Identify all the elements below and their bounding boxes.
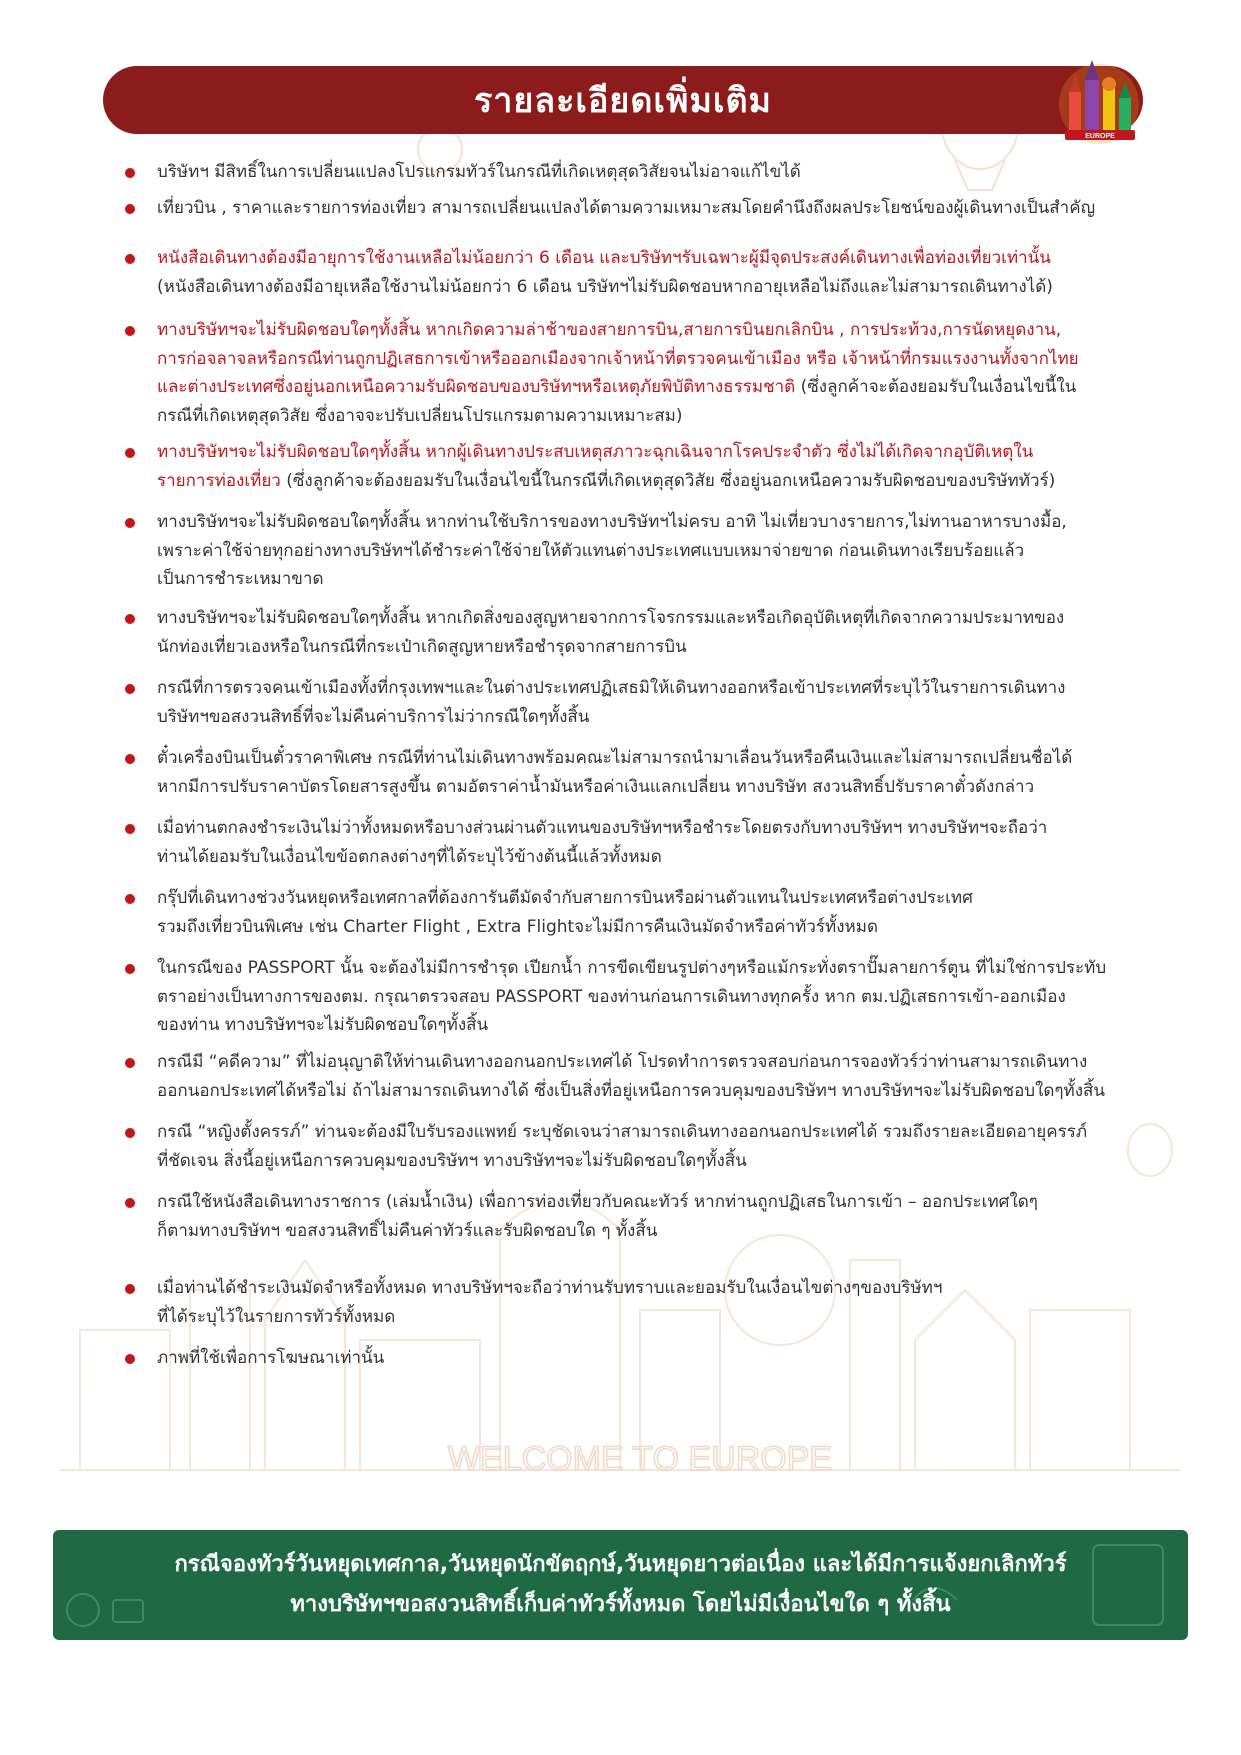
list-item-line xyxy=(157,1118,1087,1147)
list-item-line xyxy=(157,1011,1106,1040)
list-item-line xyxy=(157,744,1072,773)
bullet-icon xyxy=(125,168,135,178)
line-text: กรุ๊ปที่เดินทางช่วงวันหยุดหรือเทศกาลที่ต้องการันตีมัดจำกับสายการบินหรือผ่านตัวแทนในประเทศหรือต่างประเทศ xyxy=(157,888,973,908)
bullet-icon xyxy=(125,754,135,764)
list-item xyxy=(125,1048,1185,1105)
list-item-line xyxy=(157,843,1047,872)
line-text: กรณี “หญิงตั้งครรภ์” ท่านจะต้องมีใบรับรองแพทย์ ระบุชัดเจนว่าสามารถเดินทางออกนอกประเทศได้ รวมถึงรายละเอียดอายุครรภ์ xyxy=(157,1122,1088,1142)
list-item-line xyxy=(157,954,1106,983)
line-text: ออกนอกประเทศได้หรือไม่ ถ้าไม่สามารถเดินทางได้ ซึ่งเป็นสิ่งที่อยู่เหนือการควบคุมของบริษัทฯ ทางบริษัทฯจะไม่รับผิดชอบใดๆทั้งสิ้น xyxy=(157,1080,1106,1101)
list-item-text xyxy=(157,604,1064,661)
list-item-line xyxy=(157,373,1079,402)
bullet-icon xyxy=(125,204,135,214)
list-item-line xyxy=(157,1077,1105,1106)
list-item-text xyxy=(157,1188,1038,1245)
list-item-line xyxy=(157,674,1065,703)
line-text: บริษัทฯ มีสิทธิ์ในการเปลี่ยนแปลงโปรแกรมทัวร์ในกรณีที่เกิดเหตุสุดวิสัยจนไม่อาจแก้ไขได้ xyxy=(157,162,801,182)
line-text: เมื่อท่านได้ชำระเงินมัดจำหรือทั้งหมด ทางบริษัทฯจะถือว่าท่านรับทราบและยอมรับในเงื่อนไขต่างๆของบริษัทฯ xyxy=(157,1278,943,1298)
list-item-text xyxy=(157,1118,1087,1175)
list-item-line xyxy=(157,537,1067,566)
list-item xyxy=(125,1274,1185,1331)
line-text: ของท่าน ทางบริษัทฯจะไม่รับผิดชอบใดๆทั้งสิ้น xyxy=(157,1015,489,1035)
list-item-text xyxy=(157,438,1055,495)
list-item xyxy=(125,814,1185,871)
footer-line-2: ทางบริษัทฯขอสงวนสิทธิ์เก็บค่าทัวร์ทั้งหมด โดยไม่มีเงื่อนไขใด ๆ ทั้งสิ้น xyxy=(290,1592,951,1617)
list-item-line xyxy=(157,604,1064,633)
list-item xyxy=(125,438,1185,495)
list-item-text xyxy=(157,814,1047,871)
list-item-line xyxy=(157,633,1064,662)
line-text: (หนังสือเดินทางต้องมีอายุเหลือใช้งานไม่น้อยกว่า 6 เดือน บริษัทฯไม่รับผิดชอบหากอายุเหลือไม่ถึงและไม่สามารถเดินทางได้) xyxy=(157,276,1053,297)
list-item-line xyxy=(157,913,973,942)
list-item-text xyxy=(157,1344,384,1373)
line-text: เป็นการชำระเหมาขาด xyxy=(157,569,324,589)
list-item-line xyxy=(157,316,1079,345)
line-text: ก็ตามทางบริษัทฯ ขอสงวนสิทธิ์ไม่คืนค่าทัวร์และรับผิดชอบใด ๆ ทั้งสิ้น xyxy=(157,1220,658,1241)
list-item xyxy=(125,884,1185,941)
bullet-icon xyxy=(125,824,135,834)
list-item xyxy=(125,508,1185,594)
bullet-icon xyxy=(125,326,135,336)
line-text: หนังสือเดินทางต้องมีอายุการใช้งานเหลือไม่น้อยกว่า 6 เดือน และบริษัทฯรับเฉพาะผู้มีจุดประสงค์เดินทางเพื่อท่องเที่ยวเท่านั้น xyxy=(157,248,1051,268)
list-item-text xyxy=(157,508,1067,594)
list-item-line xyxy=(157,508,1067,537)
list-item-line xyxy=(157,983,1106,1012)
list-item xyxy=(125,244,1185,301)
list-item-line xyxy=(157,194,1095,223)
list-item-text xyxy=(157,158,801,187)
line-text: ตราอย่างเป็นทางการของตม. กรุณาตรวจสอบ PASSPORT ของท่านก่อนการเดินทางทุกครั้ง หาก ตม.ปฏิเสธการเข้า-ออกเมือง xyxy=(157,986,1066,1007)
line-text: ในกรณีของ PASSPORT นั้น จะต้องไม่มีการชำรุด เปียกน้ำ การขีดเขียนรูปต่างๆหรือแม้กระทั่งตราปั๊มลายการ์ตูน ที่ไม่ใช่การประทับ xyxy=(157,958,1107,978)
list-item xyxy=(125,744,1185,801)
bullet-icon xyxy=(125,1128,135,1138)
line-text: หากมีการปรับราคาบัตรโดยสารสูงขึ้น ตามอัตราค่าน้ำมันหรือค่าเงินแลกเปลี่ยน ทางบริษัท สงวนสิทธิ์ปรับราคาตั๋วดังกล่าว xyxy=(157,776,1035,797)
list-item xyxy=(125,604,1185,661)
bullet-icon xyxy=(125,1284,135,1294)
list-item-text xyxy=(157,1048,1105,1105)
line-text: ที่ได้ระบุไว้ในรายการทัวร์ทั้งหมด xyxy=(157,1306,396,1327)
bullet-icon xyxy=(125,1058,135,1068)
list-item xyxy=(125,1118,1185,1175)
bullet-icon xyxy=(125,684,135,694)
line-text-continuation: (ซึ่งลูกค้าจะต้องยอมรับในเงื่อนไขนี้ใน xyxy=(795,377,1077,397)
bullet-icon xyxy=(125,448,135,458)
line-text: ภาพที่ใช้เพื่อการโฆษณาเท่านั้น xyxy=(157,1348,385,1368)
footer-notice xyxy=(53,1530,1188,1640)
page-title: รายละเอียดเพิ่มเติม xyxy=(474,81,772,121)
line-text: การก่อจลาจลหรือกรณีท่านถูกปฏิเสธการเข้าหรือออกเมืองจากเจ้าหน้าที่ตรวจคนเข้าเมือง หรือ เจ้าหน้าที่กรมแรงงานทั้งจากไทย xyxy=(157,348,1079,369)
bullet-icon xyxy=(125,1198,135,1208)
line-text: ทางบริษัทฯจะไม่รับผิดชอบใดๆทั้งสิ้น หากท่านใช้บริการของทางบริษัทฯไม่ครบ อาทิ ไม่เที่ยวบางรายการ,ไม่ทานอาหารบางมื้อ, xyxy=(157,512,1067,532)
line-text: ท่านได้ยอมรับในเงื่อนไขข้อตกลงต่างๆที่ได้ระบุไว้ข้างต้นนี้แล้วทั้งหมด xyxy=(157,846,662,867)
list-item-line xyxy=(157,1274,942,1303)
line-text: และต่างประเทศซึ่งอยู่นอกเหนือความรับผิดชอบของบริษัทฯหรือเหตุภัยพิบัติทางธรรมชาติ xyxy=(157,377,796,397)
europe-landmarks-icon xyxy=(1051,52,1147,148)
list-item xyxy=(125,954,1185,1040)
badge-label: EUROPE xyxy=(1085,133,1115,140)
list-item xyxy=(125,674,1185,731)
list-item-text xyxy=(157,884,973,941)
list-item-text xyxy=(157,244,1053,301)
list-item-line xyxy=(157,1303,942,1332)
line-text-continuation: (ซึ่งลูกค้าจะต้องยอมรับในเงื่อนไขนี้ในกรณีที่เกิดเหตุสุดวิสัย ซึ่งอยู่นอกเหนือความรับผิดชอบของบริษัททัวร์) xyxy=(280,470,1056,491)
list-item-line xyxy=(157,467,1055,496)
list-item-line xyxy=(157,402,1079,431)
list-item-line xyxy=(157,1048,1105,1077)
line-text: ที่ชัดเจน สิ่งนี้อยู่เหนือการควบคุมของบริษัทฯ ทางบริษัทฯจะไม่รับผิดชอบใดๆทั้งสิ้น xyxy=(157,1150,747,1171)
list-item-text xyxy=(157,954,1106,1040)
bullet-icon xyxy=(125,518,135,528)
list-item-text xyxy=(157,316,1079,430)
list-item-text xyxy=(157,194,1095,223)
line-text: ตั๋วเครื่องบินเป็นตั๋วราคาพิเศษ กรณีที่ท่านไม่เดินทางพร้อมคณะไม่สามารถนำมาเลื่อนวันหรือคืนเงินและไม่สามารถเปลี่ยนชื่อได้ xyxy=(157,748,1073,768)
list-item-line xyxy=(157,884,973,913)
list-item-line xyxy=(157,814,1047,843)
list-item xyxy=(125,194,1185,223)
line-text: เที่ยวบิน , ราคาและรายการท่องเที่ยว สามารถเปลี่ยนแปลงได้ตามความเหมาะสมโดยคำนึงถึงผลประโยชน์ของผู้เดินทางเป็นสำคัญ xyxy=(157,198,1096,218)
bullet-icon xyxy=(125,894,135,904)
list-item-line xyxy=(157,1147,1087,1176)
line-text: รายการท่องเที่ยว xyxy=(157,470,281,491)
list-item-line xyxy=(157,1344,384,1373)
list-item-line xyxy=(157,773,1072,802)
list-item-line xyxy=(157,345,1079,374)
list-item-line xyxy=(157,1188,1038,1217)
list-item-text xyxy=(157,744,1072,801)
bullet-icon xyxy=(125,614,135,624)
bullet-icon xyxy=(125,254,135,264)
background-welcome-text: WELCOME TO EUROPE xyxy=(447,1440,833,1478)
list-item xyxy=(125,1188,1185,1245)
line-text: กรณีมี “คดีความ” ที่ไม่อนุญาติให้ท่านเดินทางออกนอกประเทศได้ โปรดทำการตรวจสอบก่อนการจองทัวร์ว่าท่านสามารถเดินทาง xyxy=(157,1052,1088,1072)
line-text: ทางบริษัทฯจะไม่รับผิดชอบใดๆทั้งสิ้น หากเกิดสิ่งของสูญหายจากการโจรกรรมและหรือเกิดอุบัติเหตุที่เกิดจากความประมาทของ xyxy=(157,608,1065,628)
footer-line-1: กรณีจองทัวร์วันหยุดเทศกาล,วันหยุดนักขัตฤกษ์,วันหยุดยาวต่อเนื่อง และได้มีการแจ้งยกเลิกทัวร์ xyxy=(174,1552,1067,1577)
line-text: บริษัทฯขอสงวนสิทธิ์ที่จะไม่คืนค่าบริการไม่ว่ากรณีใดๆทั้งสิ้น xyxy=(157,706,590,727)
line-text: นักท่องเที่ยวเองหรือในกรณีที่กระเป๋าเกิดสูญหายหรือชำรุดจากสายการบิน xyxy=(157,636,687,657)
list-item-text xyxy=(157,1274,942,1331)
bullet-icon xyxy=(125,1354,135,1364)
line-text: ทางบริษัทฯจะไม่รับผิดชอบใดๆทั้งสิ้น หากเกิดความล่าช้าของสายการบิน,สายการบินยกเลิกบิน , การประท้วง,การนัดหยุดงาน, xyxy=(157,320,1062,340)
line-text: กรณีที่เกิดเหตุสุดวิสัย ซึ่งอาจจะปรับเปลี่ยนโปรแกรมตามความเหมาะสม) xyxy=(157,405,683,426)
list-item-line xyxy=(157,565,1067,594)
line-text: รวมถึงเที่ยวบินพิเศษ เช่น Charter Flight , Extra Flightจะไม่มีการคืนเงินมัดจำหรือค่าทัวร์ทั้งหมด xyxy=(157,916,878,937)
bullet-icon xyxy=(125,964,135,974)
list-item-line xyxy=(157,244,1053,273)
list-item xyxy=(125,316,1185,430)
line-text: เพราะค่าใช้จ่ายทุกอย่างทางบริษัทฯได้ชำระค่าใช้จ่ายให้ตัวแทนต่างประเทศแบบเหมาจ่ายขาด ก่อนเดินทางเรียบร้อยแล้ว xyxy=(157,540,1025,561)
line-text: เมื่อท่านตกลงชำระเงินไม่ว่าทั้งหมดหรือบางส่วนผ่านตัวแทนของบริษัทฯหรือชำระโดยตรงกับทางบริษัทฯ ทางบริษัทฯจะถือว่า xyxy=(157,818,1048,838)
page-header xyxy=(103,66,1143,140)
list-item-line xyxy=(157,703,1065,732)
list-item xyxy=(125,1344,1185,1373)
list-item-line xyxy=(157,273,1053,302)
list-item-line xyxy=(157,1217,1038,1246)
line-text: กรณีใช้หนังสือเดินทางราชการ (เล่มน้ำเงิน) เพื่อการท่องเที่ยวกับคณะทัวร์ หากท่านถูกปฏิเสธในการเข้า – ออกประเทศใดๆ xyxy=(157,1192,1038,1212)
line-text: กรณีที่การตรวจคนเข้าเมืองทั้งที่กรุงเทพฯและในต่างประเทศปฏิเสธมิให้เดินทางออกหรือเข้าประเทศที่ระบุไว้ในรายการเดินทาง xyxy=(157,678,1066,698)
list-item-line xyxy=(157,438,1055,467)
list-item-line xyxy=(157,158,801,187)
list-item-text xyxy=(157,674,1065,731)
line-text: ทางบริษัทฯจะไม่รับผิดชอบใดๆทั้งสิ้น หากผู้เดินทางประสบเหตุสภาวะฉุกเฉินจากโรคประจำตัว ซึ่งไม่ได้เกิดจากอุบัติเหตุใน xyxy=(157,442,1034,462)
list-item xyxy=(125,158,1185,187)
